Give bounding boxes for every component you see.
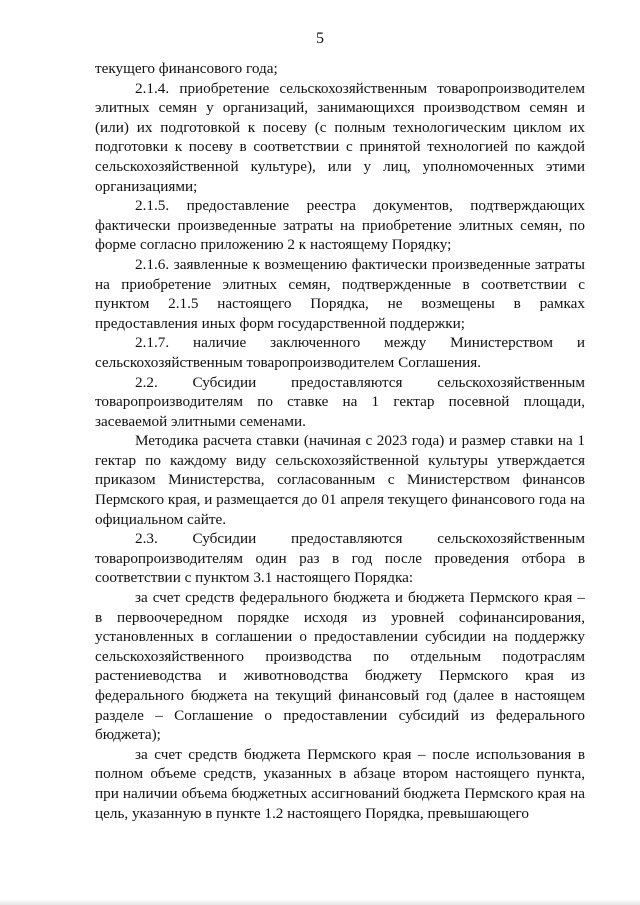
clause-2-1-5: 2.1.5. предоставление реестра документов, подтверждающих фактически произведенные затраты на приобретение элитных семян, по форме согласно приложению 2 к настоящему Порядку; xyxy=(95,197,585,254)
document-body xyxy=(95,59,585,823)
regional-budget-paragraph: за счет средств бюджета Пермского края – после использования в полном объеме средств, указанных в абзаце втором настоящего пункта, при наличии объема бюджетных ассигнований бюджета Пермского края на цель, указанную в пункте 1.2 настоящего Порядка, превышающего xyxy=(95,745,585,822)
page-number: 5 xyxy=(316,30,324,47)
clause-2-1-4: 2.1.4. приобретение сельскохозяйственным товаропроизводителем элитных семян у организаций, занимающихся производством семян и (или) их подготовкой к посеву (с полным технологическим циклом их подготовки к посеву в соответствии с принятой технологией по каждой сельскохозяйственной культуре), или у лиц, уполномоченных этими организациями; xyxy=(95,79,585,195)
paragraph-continuation: текущего финансового года; xyxy=(95,60,278,77)
clause-2-1-6: 2.1.6. заявленные к возмещению фактически произведенные затраты на приобретение элитных семян, подтвержденные в соответствии с пунктом 2.1.5 настоящего Порядка, не возмещены в рамках предоставления иных форм государственной поддержки; xyxy=(95,255,585,332)
scan-bottom-edge xyxy=(0,899,640,905)
clause-2-1-7: 2.1.7. наличие заключенного между Министерством и сельскохозяйственным товаропроизводителем Соглашения. xyxy=(95,334,585,371)
clause-2-3: 2.3. Субсидии предоставляются сельскохозяйственным товаропроизводителям один раз в год после проведения отбора в соответствии с пунктом 3.1 настоящего Порядка: xyxy=(95,530,585,587)
federal-budget-paragraph: за счет средств федерального бюджета и бюджета Пермского края – в первоочередном порядке исходя из уровней софинансирования, установленных в соглашении о предоставлении субсидии на поддержку сельскохозяйственного производства по отдельным подотраслям растениеводства и животноводства бюджету Пермского края из федерального бюджета на текущий финансовый год (далее в настоящем разделе – Соглашение о предоставлении субсидий из федерального бюджета); xyxy=(95,589,585,744)
rate-methodology-paragraph: Методика расчета ставки (начиная с 2023 года) и размер ставки на 1 гектар по каждому виду сельскохозяйственной культуры утверждается приказом Министерства, согласованным с Министерством финансов Пермского края, и размещается до 01 апреля текущего финансового года на официальном сайте. xyxy=(95,432,585,528)
clause-2-2: 2.2. Субсидии предоставляются сельскохозяйственным товаропроизводителям по ставке на 1 гектар посевной площади, засеваемой элитными семенами. xyxy=(95,373,585,430)
